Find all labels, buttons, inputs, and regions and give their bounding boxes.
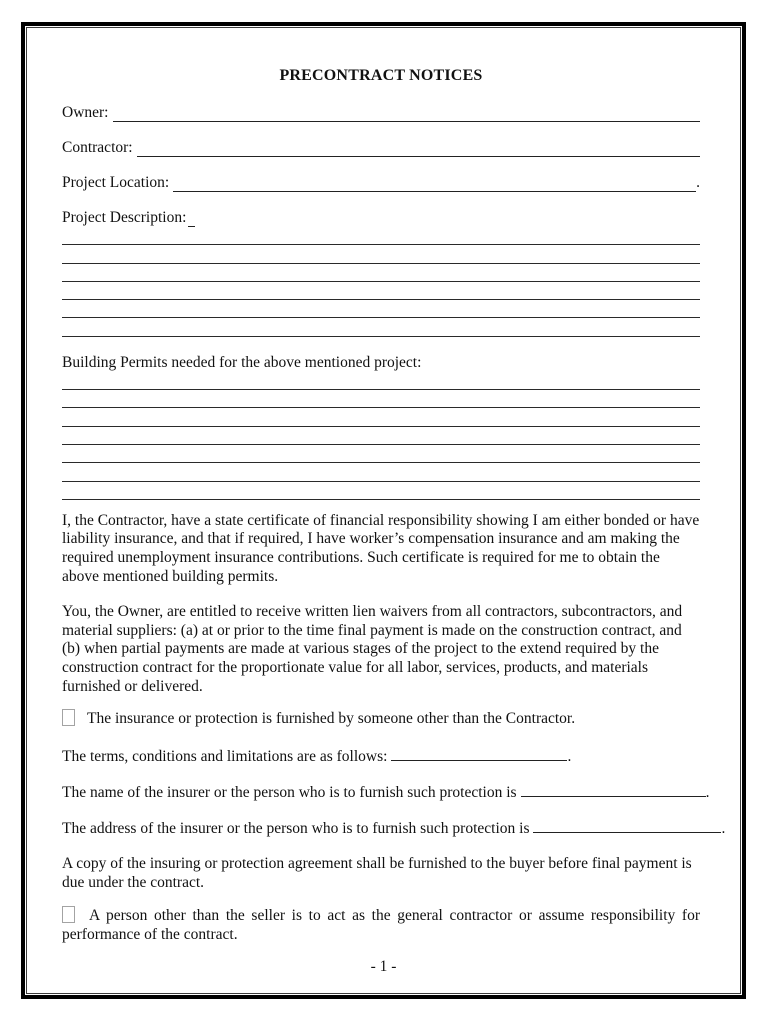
insurer-address-field-row <box>62 818 726 838</box>
insurer-name-label: The name of the insurer or the person who is to furnish such protection is <box>62 784 517 802</box>
owner-field-row <box>62 103 700 122</box>
page-number: - 1 - <box>370 958 397 976</box>
project-location-label: Project Location: <box>62 174 170 191</box>
blank-write-line[interactable] <box>62 408 700 426</box>
project-location-input-line[interactable] <box>173 175 696 192</box>
trailing-period: . <box>567 748 572 766</box>
blank-write-line[interactable] <box>62 245 700 263</box>
terms-label: The terms, conditions and limitations are as follows: <box>62 748 388 766</box>
project-location-field-row <box>62 173 700 192</box>
blank-write-line[interactable] <box>62 445 700 463</box>
blank-write-line[interactable] <box>62 227 700 245</box>
blank-write-line[interactable] <box>62 427 700 445</box>
checkbox-item-general-contractor <box>62 906 700 944</box>
project-description-lines <box>62 227 700 337</box>
blank-write-line[interactable] <box>62 282 700 300</box>
document-content <box>27 28 740 993</box>
project-description-underscore <box>188 210 195 227</box>
blank-write-line[interactable] <box>62 390 700 408</box>
building-permits-label: Building Permits needed for the above mentioned project: <box>62 353 422 371</box>
project-description-label: Project Description: <box>62 209 187 226</box>
blank-write-line[interactable] <box>62 463 700 481</box>
contractor-label: Contractor: <box>62 139 133 156</box>
insurer-name-field-row <box>62 782 710 802</box>
checkbox-item-insurance-by-other <box>62 709 700 729</box>
insurer-address-input-line[interactable] <box>533 818 721 833</box>
blank-write-line[interactable] <box>62 372 700 390</box>
page-inner-border <box>26 27 741 994</box>
contractor-input-line[interactable] <box>137 140 700 157</box>
project-description-field-row <box>62 208 700 227</box>
owner-input-line[interactable] <box>113 105 701 122</box>
owner-label: Owner: <box>62 104 109 121</box>
page-border <box>21 22 746 999</box>
general-contractor-label: A person other than the seller is to act as the general contractor or assume responsibility for performance of the contract. <box>62 907 700 943</box>
paragraph-insuring-agreement-copy: A copy of the insuring or protection agreement shall be furnished to the buyer before final payment is due under the contract. <box>62 855 692 891</box>
trailing-period: . <box>721 820 726 838</box>
blank-write-line[interactable] <box>62 300 700 318</box>
insurer-address-label: The address of the insurer or the person who is to furnish such protection is <box>62 820 530 838</box>
blank-write-line[interactable] <box>62 482 700 500</box>
paragraph-owner-lien-waivers: You, the Owner, are entitled to receive written lien waivers from all contractors, subcontractors, and material suppliers: (a) at or prior to the time final payment is made on the construction contract, and (b) when partial payments are made at various stages of the project to the extend required by the construction contract for the proportionate value for all labor, services, products, and materials furnished or delivered. <box>62 603 683 695</box>
trailing-period: . <box>705 784 710 802</box>
blank-write-line[interactable] <box>62 318 700 336</box>
terms-input-line[interactable] <box>391 746 567 761</box>
trailing-period: . <box>696 174 700 191</box>
insurer-name-input-line[interactable] <box>521 782 706 797</box>
page-title: PRECONTRACT NOTICES <box>279 67 483 84</box>
general-contractor-checkbox[interactable] <box>62 906 75 923</box>
paragraph-contractor-certificate: I, the Contractor, have a state certificate of financial responsibility showing I am either bonded or have liability insurance, and that if required, I have worker’s compensation insurance and am making the required unemployment insurance contributions. Such certificate is required for me to obtain the above mentioned building permits. <box>62 511 700 585</box>
building-permits-lines <box>62 372 700 500</box>
contractor-field-row <box>62 138 700 157</box>
insurance-by-other-checkbox[interactable] <box>62 709 75 726</box>
blank-write-line[interactable] <box>62 264 700 282</box>
insurance-by-other-label: The insurance or protection is furnished by someone other than the Contractor. <box>87 710 576 728</box>
terms-field-row <box>62 746 700 766</box>
